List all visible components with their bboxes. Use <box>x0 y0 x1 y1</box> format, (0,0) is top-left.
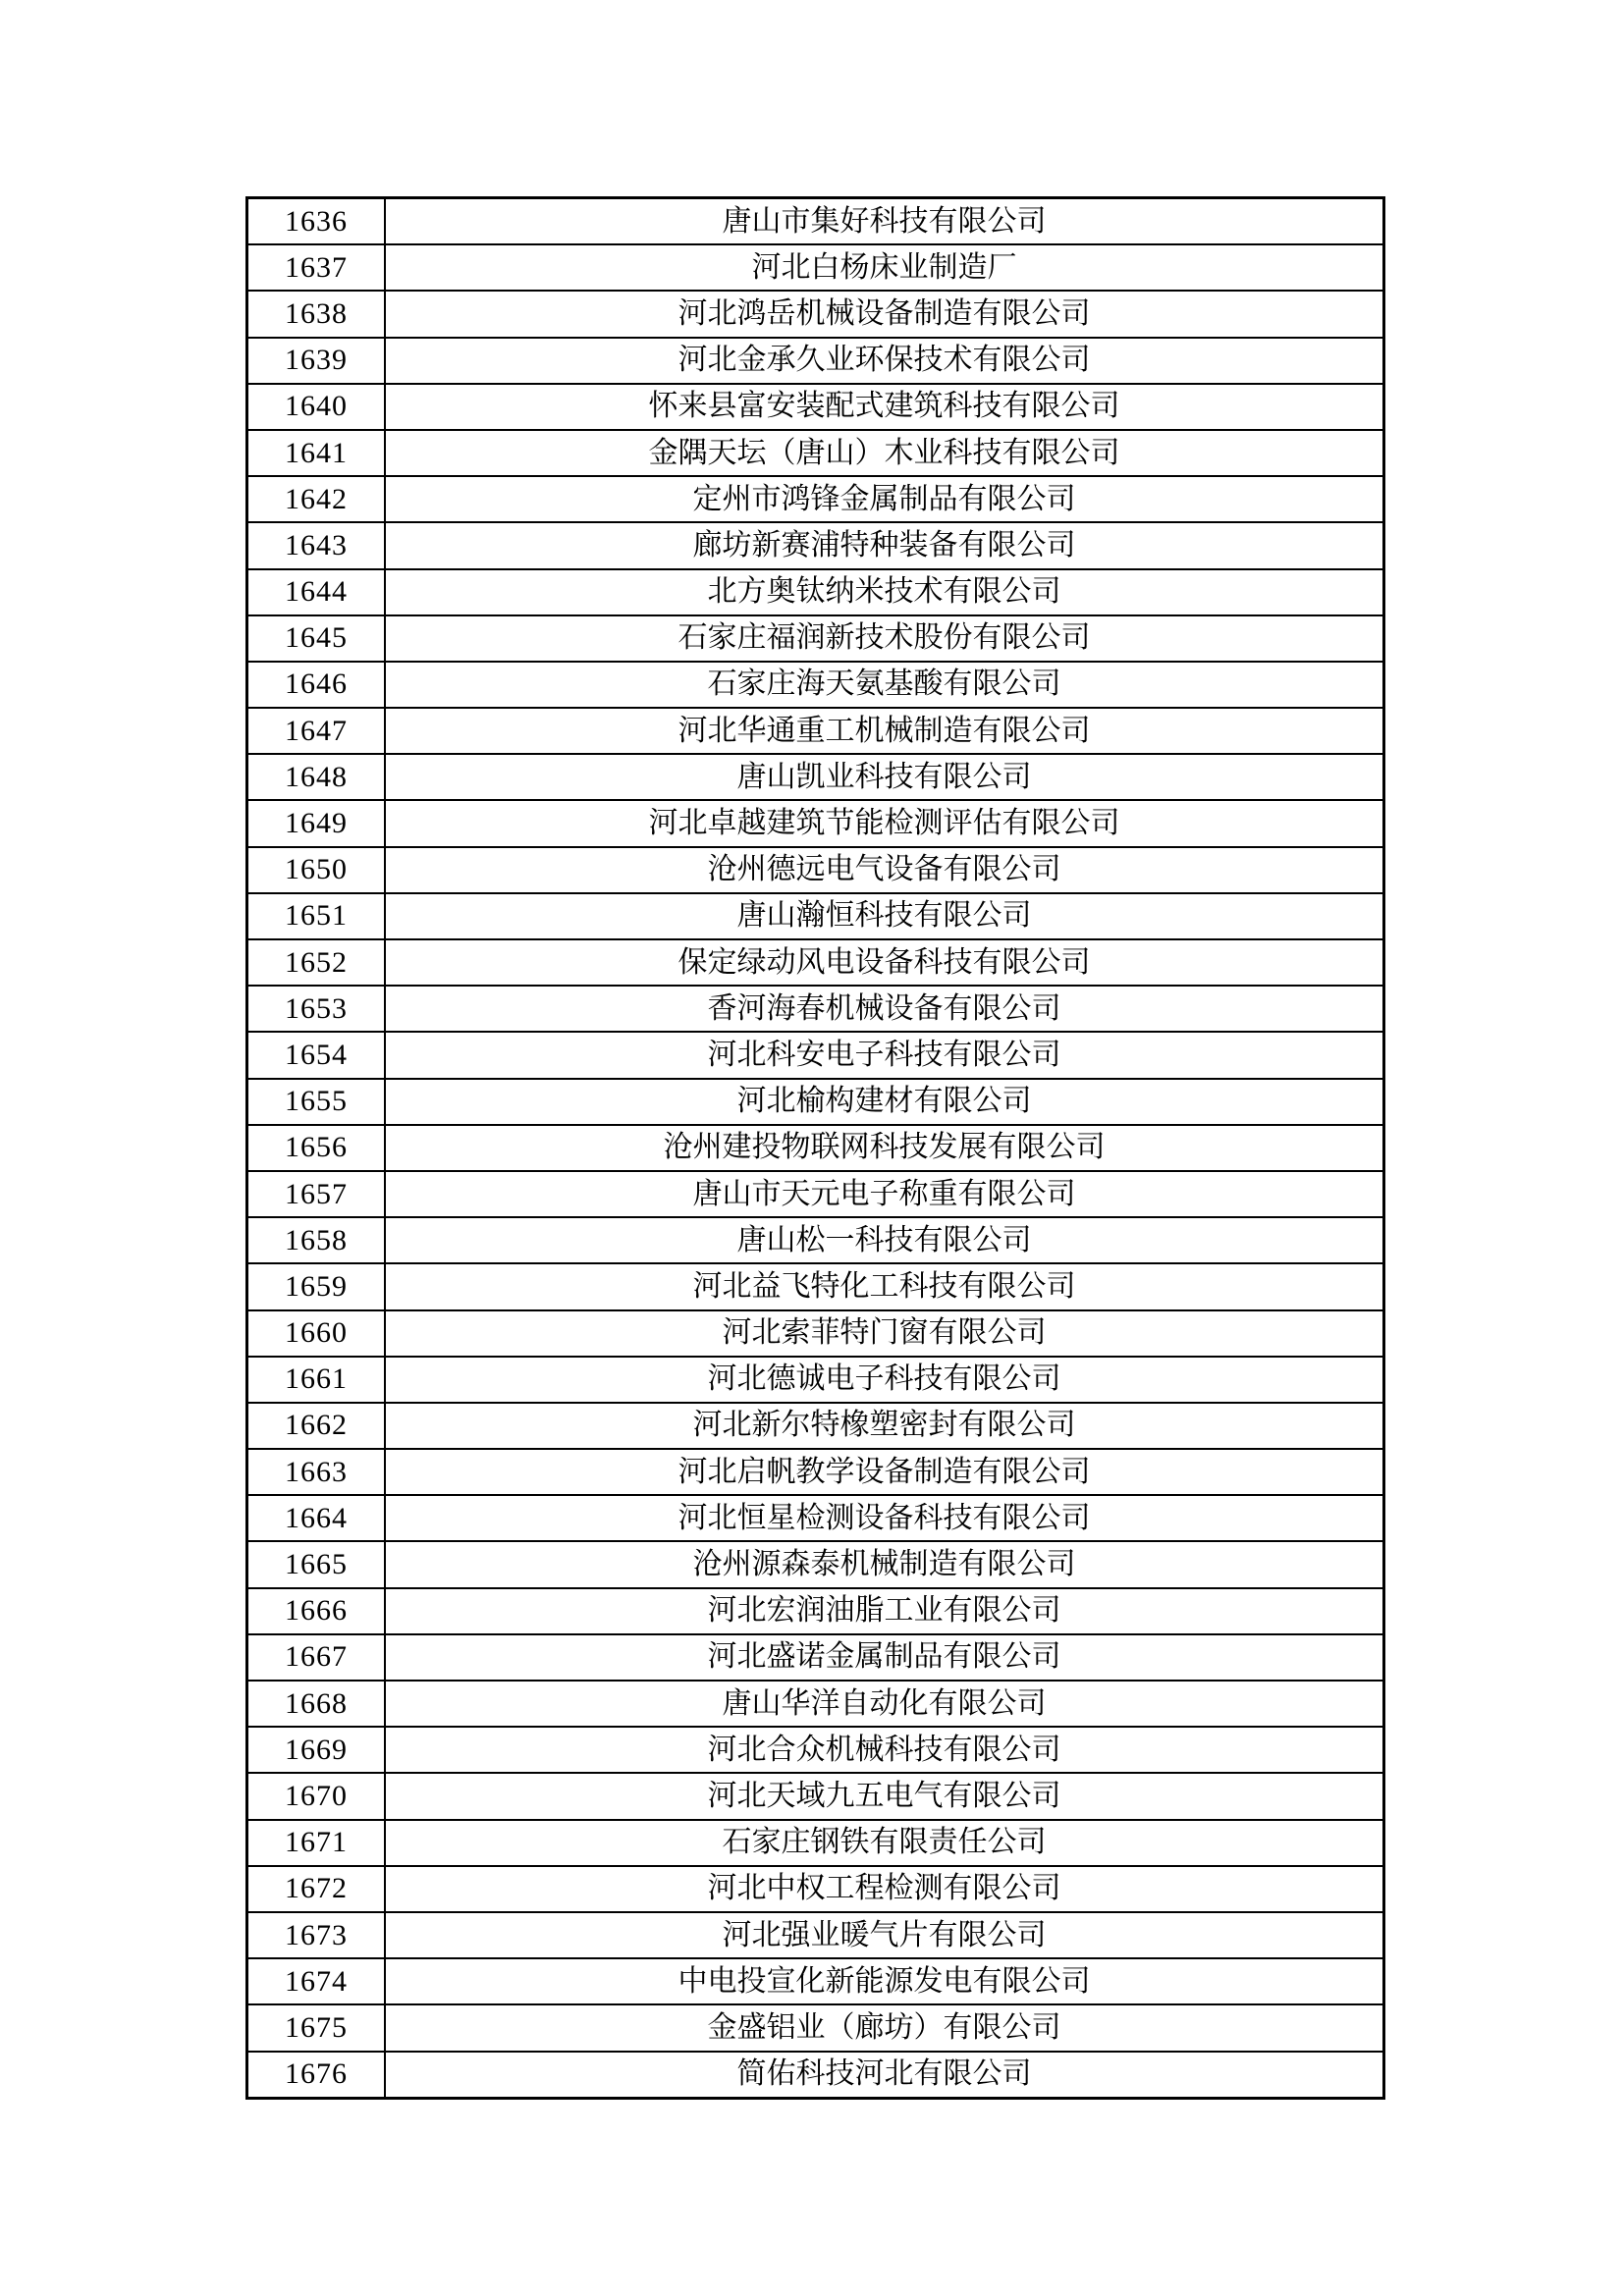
company-name-cell: 定州市鸿锋金属制品有限公司 <box>385 476 1384 522</box>
row-number-cell: 1661 <box>247 1357 386 1403</box>
table-row <box>247 291 1384 337</box>
company-name-cell: 河北科安电子科技有限公司 <box>385 1032 1384 1078</box>
row-number-cell: 1665 <box>247 1541 386 1587</box>
row-number-cell: 1642 <box>247 476 386 522</box>
table-row <box>247 662 1384 708</box>
company-name-cell: 简佑科技河北有限公司 <box>385 2052 1384 2099</box>
row-number-cell: 1647 <box>247 708 386 754</box>
table-row <box>247 1495 1384 1541</box>
row-number-cell: 1664 <box>247 1495 386 1541</box>
table-row <box>247 1032 1384 1078</box>
company-name-cell: 河北宏润油脂工业有限公司 <box>385 1588 1384 1634</box>
company-name-cell: 河北卓越建筑节能检测评估有限公司 <box>385 800 1384 846</box>
company-name-cell: 河北白杨床业制造厂 <box>385 244 1384 291</box>
company-name-cell: 石家庄海天氨基酸有限公司 <box>385 662 1384 708</box>
table-row <box>247 1866 1384 1912</box>
row-number-cell: 1637 <box>247 244 386 291</box>
table-row <box>247 338 1384 384</box>
company-name-cell: 唐山华洋自动化有限公司 <box>385 1681 1384 1727</box>
row-number-cell: 1654 <box>247 1032 386 1078</box>
table-row <box>247 522 1384 568</box>
company-name-cell: 河北益飞特化工科技有限公司 <box>385 1263 1384 1309</box>
table-row <box>247 1263 1384 1309</box>
row-number-cell: 1659 <box>247 1263 386 1309</box>
row-number-cell: 1675 <box>247 2004 386 2051</box>
row-number-cell: 1641 <box>247 430 386 476</box>
row-number-cell: 1673 <box>247 1912 386 1958</box>
company-table-body <box>247 198 1384 2099</box>
row-number-cell: 1666 <box>247 1588 386 1634</box>
row-number-cell: 1651 <box>247 893 386 939</box>
table-row <box>247 708 1384 754</box>
row-number-cell: 1636 <box>247 198 386 245</box>
company-name-cell: 河北索菲特门窗有限公司 <box>385 1310 1384 1357</box>
company-name-cell: 沧州源森泰机械制造有限公司 <box>385 1541 1384 1587</box>
company-name-cell: 怀来县富安装配式建筑科技有限公司 <box>385 384 1384 430</box>
row-number-cell: 1676 <box>247 2052 386 2099</box>
table-row <box>247 1357 1384 1403</box>
row-number-cell: 1656 <box>247 1125 386 1171</box>
row-number-cell: 1669 <box>247 1727 386 1773</box>
table-row <box>247 800 1384 846</box>
table-row <box>247 198 1384 245</box>
row-number-cell: 1640 <box>247 384 386 430</box>
company-name-cell: 河北天域九五电气有限公司 <box>385 1773 1384 1819</box>
table-row <box>247 1681 1384 1727</box>
company-name-cell: 河北合众机械科技有限公司 <box>385 1727 1384 1773</box>
company-name-cell: 河北德诚电子科技有限公司 <box>385 1357 1384 1403</box>
row-number-cell: 1672 <box>247 1866 386 1912</box>
row-number-cell: 1658 <box>247 1217 386 1263</box>
company-name-cell: 石家庄钢铁有限责任公司 <box>385 1820 1384 1866</box>
table-row <box>247 1403 1384 1449</box>
row-number-cell: 1650 <box>247 847 386 893</box>
table-row <box>247 1727 1384 1773</box>
table-row <box>247 2052 1384 2099</box>
table-row <box>247 847 1384 893</box>
company-name-cell: 金隅天坛（唐山）木业科技有限公司 <box>385 430 1384 476</box>
row-number-cell: 1660 <box>247 1310 386 1357</box>
row-number-cell: 1662 <box>247 1403 386 1449</box>
company-name-cell: 唐山瀚恒科技有限公司 <box>385 893 1384 939</box>
company-name-cell: 沧州建投物联网科技发展有限公司 <box>385 1125 1384 1171</box>
company-name-cell: 河北启帆教学设备制造有限公司 <box>385 1449 1384 1495</box>
row-number-cell: 1671 <box>247 1820 386 1866</box>
table-row <box>247 1171 1384 1217</box>
company-name-cell: 金盛铝业（廊坊）有限公司 <box>385 2004 1384 2051</box>
row-number-cell: 1638 <box>247 291 386 337</box>
company-name-cell: 河北榆构建材有限公司 <box>385 1079 1384 1125</box>
table-row <box>247 244 1384 291</box>
row-number-cell: 1652 <box>247 939 386 986</box>
table-row <box>247 1820 1384 1866</box>
company-name-cell: 香河海春机械设备有限公司 <box>385 986 1384 1032</box>
row-number-cell: 1663 <box>247 1449 386 1495</box>
row-number-cell: 1645 <box>247 615 386 662</box>
table-row <box>247 430 1384 476</box>
company-name-cell: 河北恒星检测设备科技有限公司 <box>385 1495 1384 1541</box>
row-number-cell: 1648 <box>247 754 386 800</box>
row-number-cell: 1649 <box>247 800 386 846</box>
row-number-cell: 1643 <box>247 522 386 568</box>
company-name-cell: 河北盛诺金属制品有限公司 <box>385 1634 1384 1681</box>
table-row <box>247 1125 1384 1171</box>
company-name-cell: 河北强业暖气片有限公司 <box>385 1912 1384 1958</box>
company-name-cell: 唐山市天元电子称重有限公司 <box>385 1171 1384 1217</box>
table-row <box>247 2004 1384 2051</box>
table-row <box>247 986 1384 1032</box>
company-table <box>245 196 1385 2100</box>
row-number-cell: 1668 <box>247 1681 386 1727</box>
company-name-cell: 北方奥钛纳米技术有限公司 <box>385 569 1384 615</box>
table-row <box>247 1449 1384 1495</box>
company-name-cell: 河北金承久业环保技术有限公司 <box>385 338 1384 384</box>
company-name-cell: 石家庄福润新技术股份有限公司 <box>385 615 1384 662</box>
table-row <box>247 754 1384 800</box>
row-number-cell: 1655 <box>247 1079 386 1125</box>
company-name-cell: 河北华通重工机械制造有限公司 <box>385 708 1384 754</box>
table-row <box>247 939 1384 986</box>
table-row <box>247 569 1384 615</box>
row-number-cell: 1670 <box>247 1773 386 1819</box>
company-name-cell: 唐山松一科技有限公司 <box>385 1217 1384 1263</box>
row-number-cell: 1674 <box>247 1958 386 2004</box>
company-name-cell: 廊坊新赛浦特种装备有限公司 <box>385 522 1384 568</box>
table-row <box>247 1079 1384 1125</box>
row-number-cell: 1639 <box>247 338 386 384</box>
table-row <box>247 1588 1384 1634</box>
row-number-cell: 1657 <box>247 1171 386 1217</box>
company-name-cell: 唐山市集好科技有限公司 <box>385 198 1384 245</box>
company-name-cell: 唐山凯业科技有限公司 <box>385 754 1384 800</box>
company-name-cell: 沧州德远电气设备有限公司 <box>385 847 1384 893</box>
table-row <box>247 615 1384 662</box>
table-row <box>247 1217 1384 1263</box>
table-row <box>247 476 1384 522</box>
table-row <box>247 384 1384 430</box>
table-row <box>247 1634 1384 1681</box>
table-row <box>247 1773 1384 1819</box>
company-name-cell: 河北新尔特橡塑密封有限公司 <box>385 1403 1384 1449</box>
company-name-cell: 保定绿动风电设备科技有限公司 <box>385 939 1384 986</box>
row-number-cell: 1653 <box>247 986 386 1032</box>
table-row <box>247 1958 1384 2004</box>
row-number-cell: 1646 <box>247 662 386 708</box>
company-name-cell: 河北中权工程检测有限公司 <box>385 1866 1384 1912</box>
table-row <box>247 1541 1384 1587</box>
row-number-cell: 1644 <box>247 569 386 615</box>
table-row <box>247 1912 1384 1958</box>
row-number-cell: 1667 <box>247 1634 386 1681</box>
table-row <box>247 1310 1384 1357</box>
table-row <box>247 893 1384 939</box>
company-name-cell: 中电投宣化新能源发电有限公司 <box>385 1958 1384 2004</box>
company-name-cell: 河北鸿岳机械设备制造有限公司 <box>385 291 1384 337</box>
